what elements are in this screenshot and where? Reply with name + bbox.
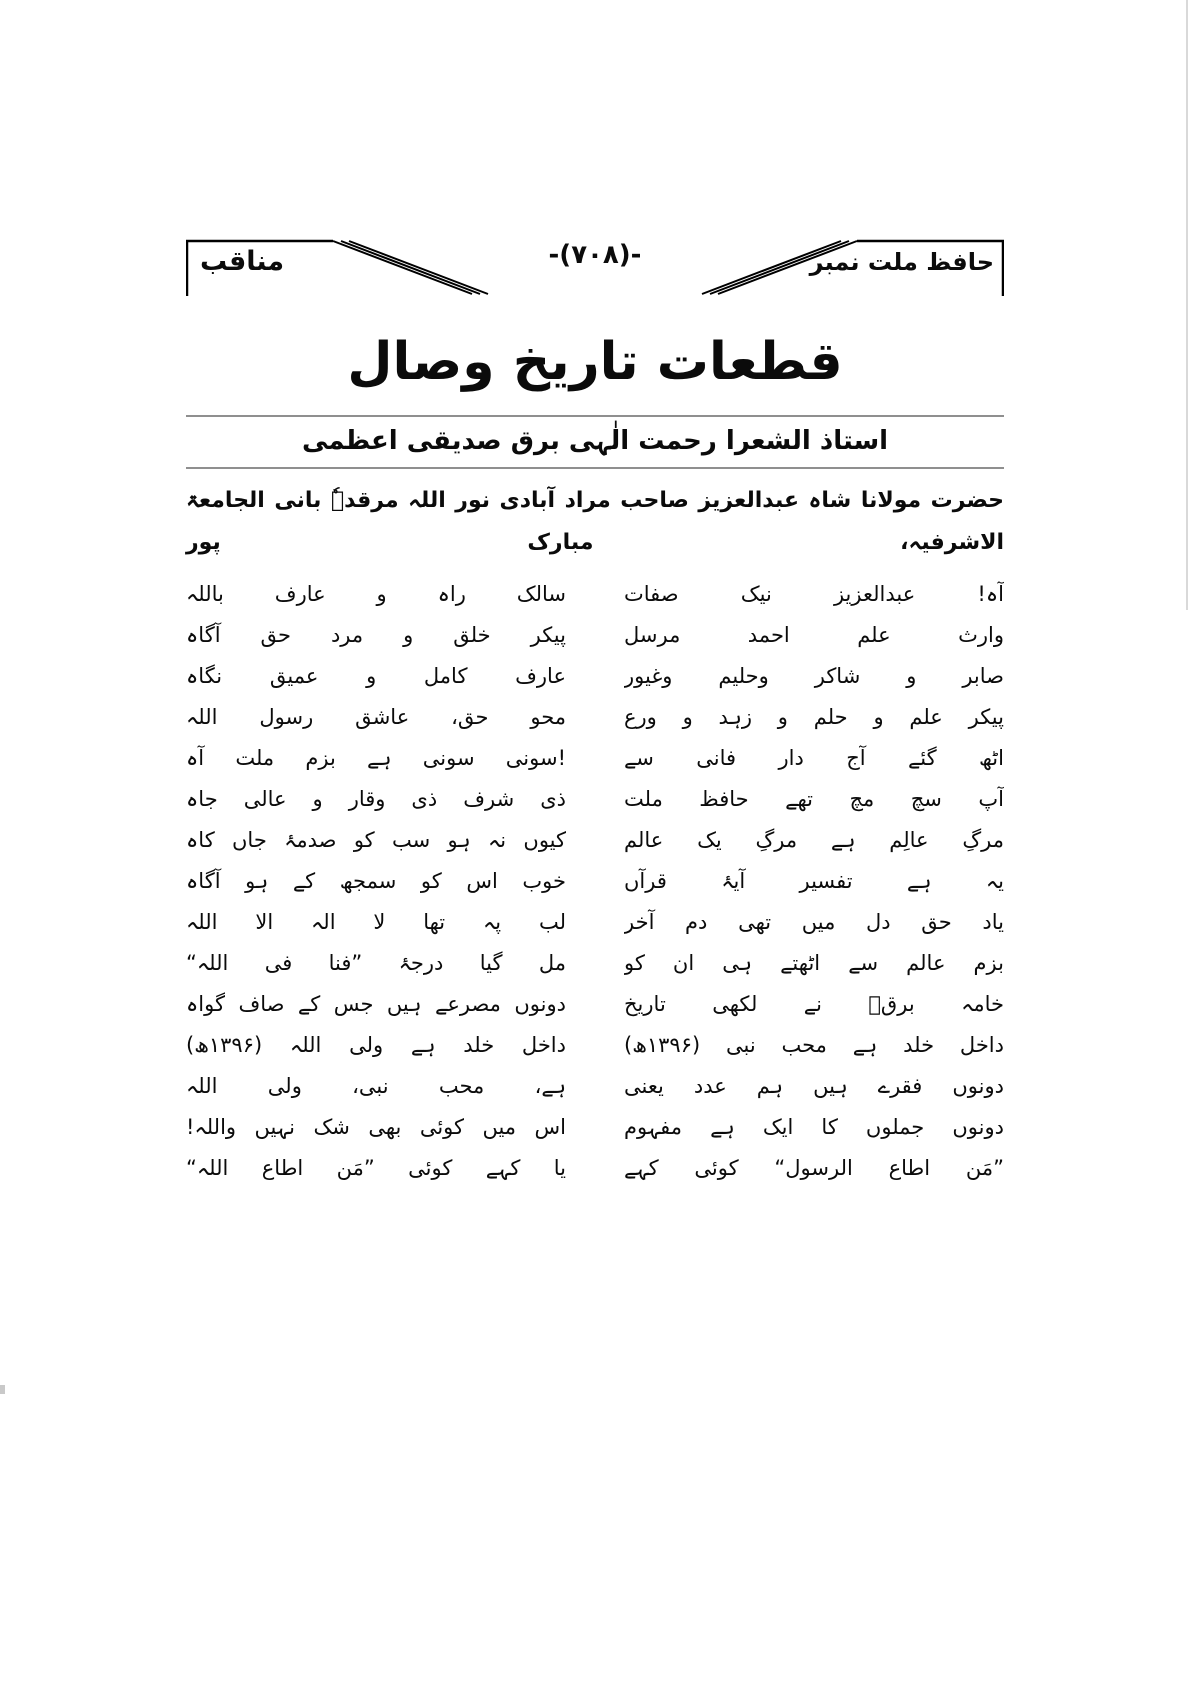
first-misra: ”مَن اطاع الرسول“ کوئی کہے bbox=[624, 1155, 1004, 1180]
second-misra: ذی شرف ذی وقار و عالی جاہ bbox=[186, 786, 566, 811]
second-misra: دونوں مصرعے ہیں جس کے صاف گواہ bbox=[186, 991, 566, 1016]
first-misra: آہ! عبدالعزیز نیک صفات bbox=[624, 581, 1004, 606]
page-number: -(۷۰۸)- bbox=[548, 240, 642, 270]
second-misra: پیکر خلق و مرد حق آگاہ bbox=[186, 622, 566, 647]
issue-label: حافظ ملت نمبر bbox=[809, 248, 994, 276]
couplet-row bbox=[186, 902, 1004, 943]
couplet-row bbox=[186, 861, 1004, 902]
page-header bbox=[186, 232, 1004, 296]
couplet-row bbox=[186, 984, 1004, 1025]
elegy-poem bbox=[186, 574, 1004, 1189]
couplet-row bbox=[186, 656, 1004, 697]
second-misra: اس میں کوئی بھی شک نہیں واللہ! bbox=[186, 1114, 566, 1139]
second-misra: لب پہ تھا لا الہ الا اللہ bbox=[186, 909, 566, 934]
couplet-row bbox=[186, 1025, 1004, 1066]
section-label: مناقب bbox=[200, 246, 285, 277]
first-misra: بزم عالم سے اٹھتے ہی ان کو bbox=[624, 950, 1004, 975]
couplet-row bbox=[186, 779, 1004, 820]
second-misra: عارف کامل و عمیق نگاہ bbox=[186, 663, 566, 688]
first-misra: خامہ برقؔ نے لکھی تاریخ bbox=[624, 991, 1004, 1016]
first-misra: یہ ہے تفسیر آیۂ قرآں bbox=[624, 868, 1004, 893]
couplet-row bbox=[186, 1107, 1004, 1148]
second-misra: محو حق، عاشق رسول اللہ bbox=[186, 704, 566, 729]
scan-speck-artifact bbox=[0, 1385, 5, 1394]
second-misra: داخل خلد ہے ولی اللہ (۱۳۹۶ھ) bbox=[186, 1032, 566, 1057]
poet-byline: استاذ الشعرا رحمت الٰہی برق صدیقی اعظمی bbox=[301, 426, 889, 456]
couplet-row bbox=[186, 615, 1004, 656]
scan-edge-artifact bbox=[1186, 0, 1188, 610]
first-misra: آپ سچ مچ تھے حافظ ملت bbox=[624, 786, 1004, 811]
couplet-row bbox=[186, 1148, 1004, 1189]
dedication-line: حضرت مولانا شاہ عبدالعزیز صاحب مراد آبادی نور اللہ مرقدہٗ بانی الجامعۃ الاشرفیہ، مبارک پور bbox=[186, 488, 1004, 555]
first-misra: صابر و شاکر وحلیم وغیور bbox=[624, 663, 1004, 688]
second-misra: ہے، محب نبی، ولی اللہ bbox=[186, 1073, 566, 1098]
second-misra: مل گیا درجۂ ”فنا فی اللہ“ bbox=[186, 950, 566, 975]
couplet-row bbox=[186, 1066, 1004, 1107]
first-misra: دونوں فقرے ہیں ہم عدد یعنی bbox=[624, 1073, 1004, 1098]
couplet-row bbox=[186, 574, 1004, 615]
first-misra: مرگِ عالِم ہے مرگِ یک عالم bbox=[624, 827, 1004, 852]
couplet-row bbox=[186, 820, 1004, 861]
first-misra: دونوں جملوں کا ایک ہے مفہوم bbox=[624, 1114, 1004, 1139]
second-misra: یا کہے کوئی ”مَن اطاع اللہ“ bbox=[186, 1155, 566, 1180]
first-misra: پیکر علم و حلم و زہد و ورع bbox=[624, 704, 1004, 729]
book-page bbox=[186, 232, 1004, 1189]
second-misra: !سونی سونی ہے بزم ملت آہ bbox=[186, 745, 566, 770]
first-misra: اٹھ گئے آج دار فانی سے bbox=[624, 745, 1004, 770]
divider-below-byline bbox=[186, 467, 1004, 469]
second-misra: کیوں نہ ہو سب کو صدمۂ جاں کاہ bbox=[186, 827, 566, 852]
first-misra: وارث علم احمد مرسل bbox=[624, 622, 1004, 647]
couplet-row bbox=[186, 697, 1004, 738]
second-misra: سالک راہ و عارف باللہ bbox=[186, 581, 566, 606]
couplet-row bbox=[186, 943, 1004, 984]
second-misra: خوب اس کو سمجھ کے ہو آگاہ bbox=[186, 868, 566, 893]
first-misra: یاد حق دل میں تھی دم آخر bbox=[624, 909, 1004, 934]
first-misra: داخل خلد ہے محب نبی (۱۳۹۶ھ) bbox=[624, 1032, 1004, 1057]
couplet-row bbox=[186, 738, 1004, 779]
page-title: قطعات تاریخ وصال bbox=[347, 332, 843, 392]
